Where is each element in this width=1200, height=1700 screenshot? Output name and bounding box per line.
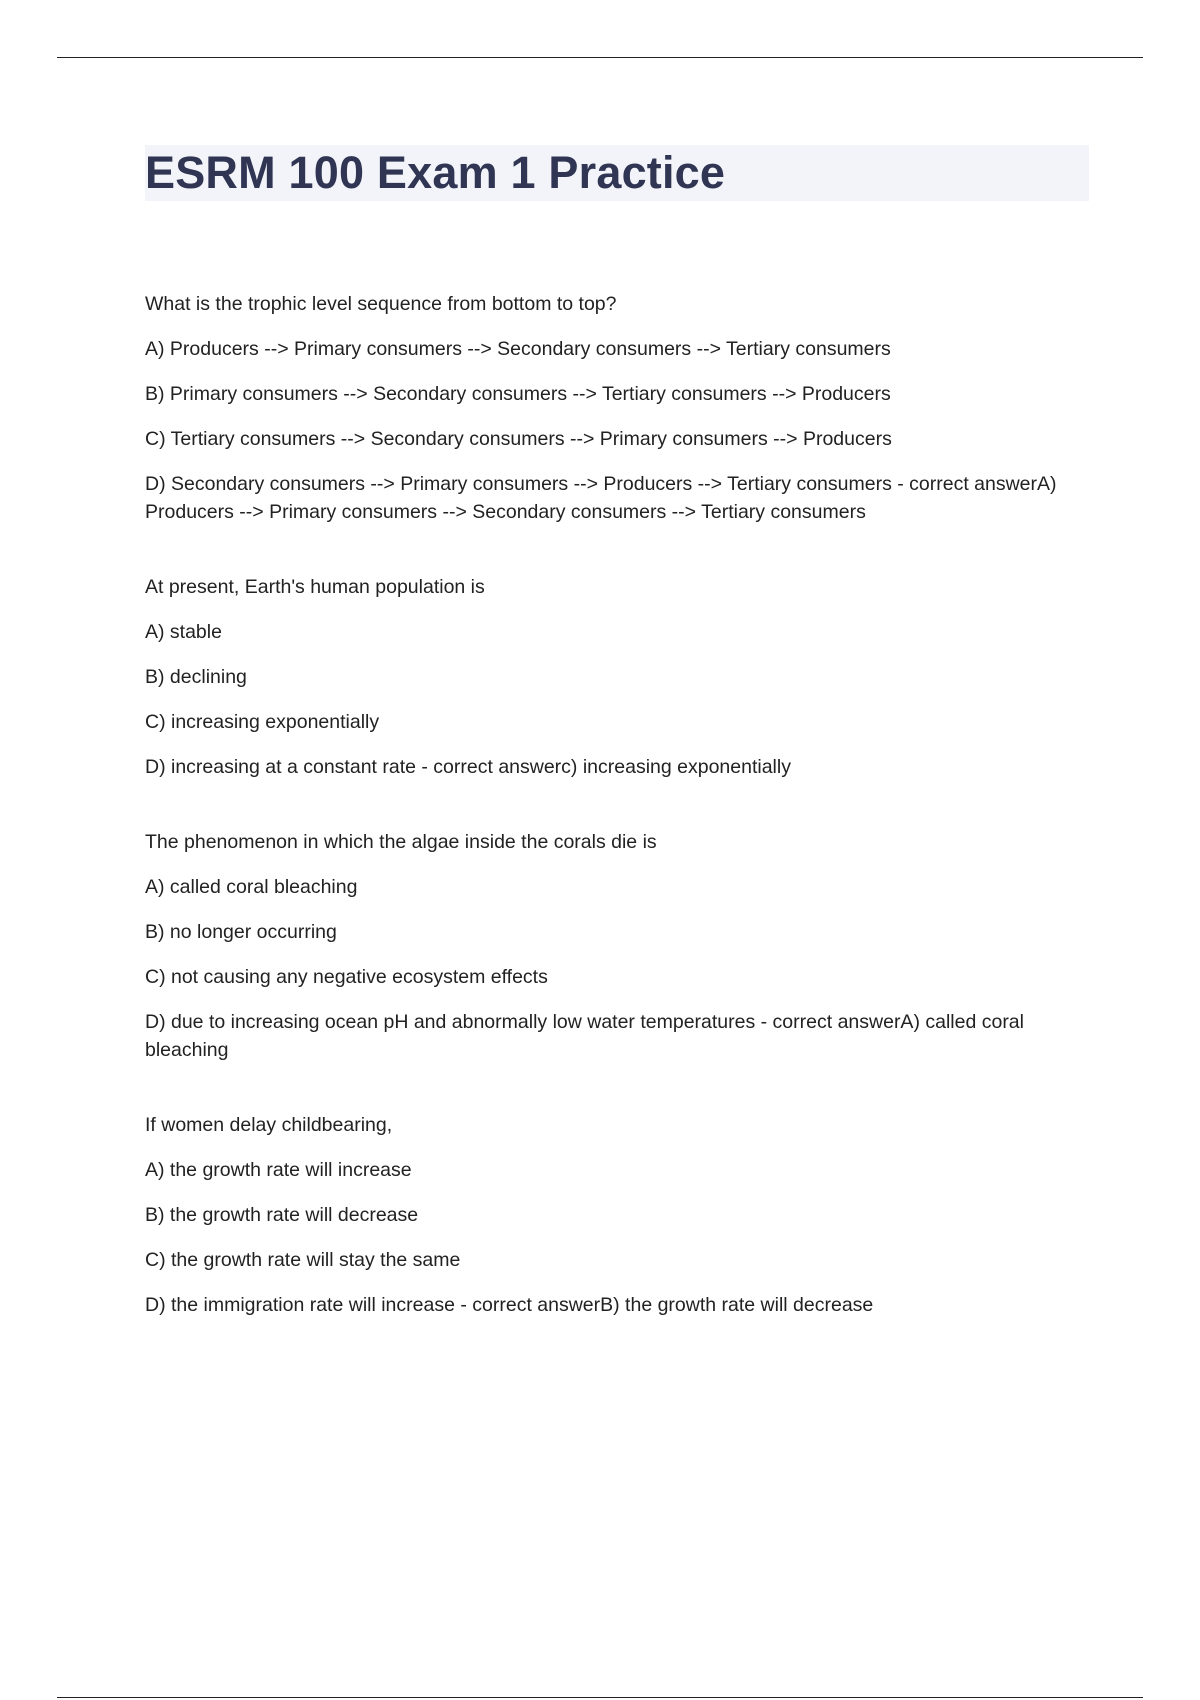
question-block (145, 1111, 1085, 1319)
answer-option: C) Tertiary consumers --> Secondary consumers --> Primary consumers --> Producers (145, 428, 892, 450)
answer-option: C) increasing exponentially (145, 711, 380, 733)
question-list (145, 290, 1085, 1366)
answer-option: A) Producers --> Primary consumers --> Secondary consumers --> Tertiary consumers (145, 338, 891, 360)
document-title: ESRM 100 Exam 1 Practice (145, 147, 726, 198)
answer-option: D) the immigration rate will increase - correct answerB) the growth rate will decrease (145, 1294, 874, 1316)
question-block (145, 290, 1085, 526)
answer-option: C) the growth rate will stay the same (145, 1249, 461, 1271)
answer-option: A) stable (145, 621, 222, 643)
answer-option: B) declining (145, 666, 247, 688)
question-text: What is the trophic level sequence from bottom to top? (145, 293, 617, 315)
question-text: If women delay childbearing, (145, 1114, 393, 1136)
answer-option: B) the growth rate will decrease (145, 1204, 419, 1226)
answer-option: A) called coral bleaching (145, 876, 358, 898)
bottom-rule (57, 1697, 1143, 1698)
answer-option: A) the growth rate will increase (145, 1159, 412, 1181)
answer-option: B) no longer occurring (145, 921, 337, 943)
answer-option: B) Primary consumers --> Secondary consumers --> Tertiary consumers --> Producers (145, 383, 891, 405)
answer-option: C) not causing any negative ecosystem effects (145, 966, 548, 988)
question-text: The phenomenon in which the algae inside the corals die is (145, 831, 657, 853)
question-block (145, 573, 1085, 781)
question-text: At present, Earth's human population is (145, 576, 485, 598)
top-rule (57, 57, 1143, 58)
answer-option: D) increasing at a constant rate - correct answerc) increasing exponentially (145, 756, 791, 778)
answer-option: D) due to increasing ocean pH and abnormally low water temperatures - correct answerA) called coral bleaching (145, 1011, 1024, 1061)
question-block (145, 828, 1085, 1064)
answer-option: D) Secondary consumers --> Primary consumers --> Producers --> Tertiary consumers - correct answerA) Producers --> Primary consumers --> Secondary consumers --> Tertiary consumers (145, 473, 1057, 523)
